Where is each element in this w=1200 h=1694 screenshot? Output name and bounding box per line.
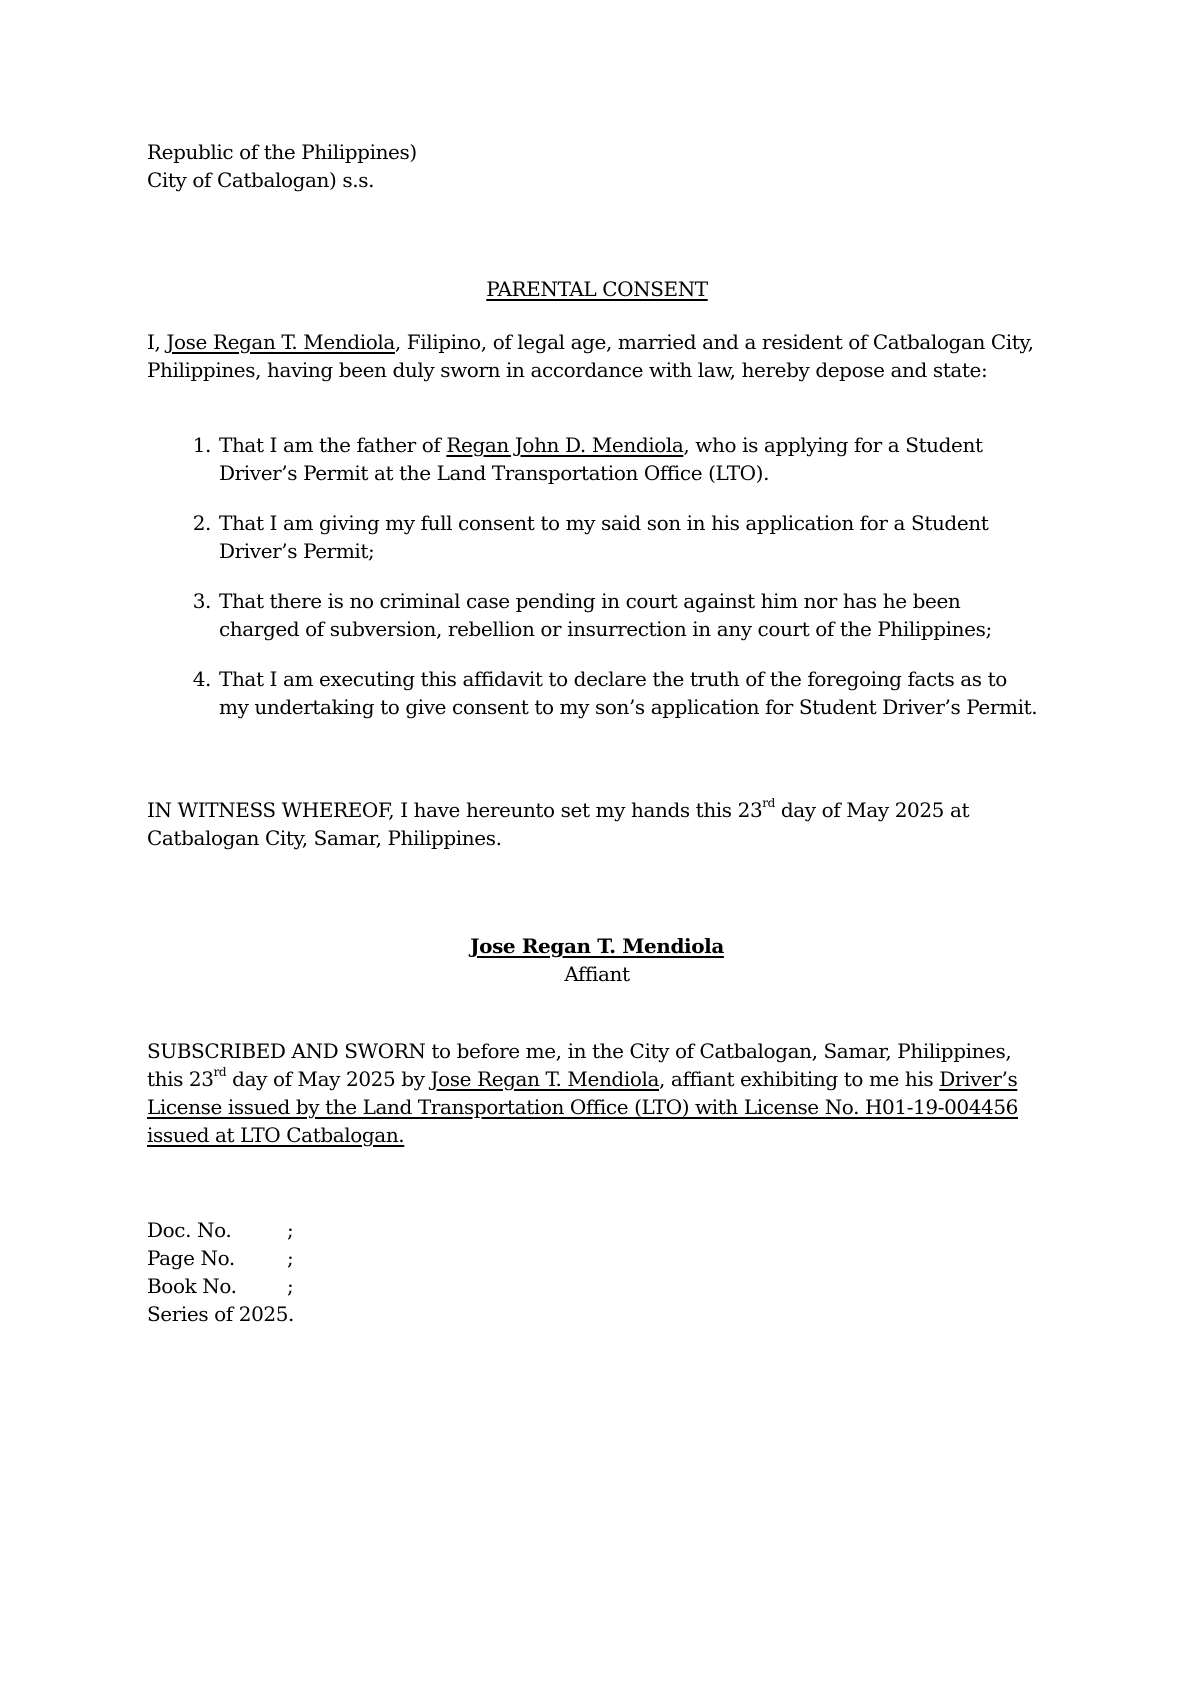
venue-line-1: Republic of the Philippines) bbox=[147, 140, 417, 164]
series-label: Series of 2025. bbox=[147, 1302, 295, 1326]
list-item-number: 1. bbox=[192, 433, 211, 457]
list-item-text: That I am giving my full consent to my said son in his application for a Student Driver’s Permit; bbox=[219, 511, 989, 563]
list-item-number: 4. bbox=[192, 667, 211, 691]
doc-no-separator: ; bbox=[287, 1218, 294, 1242]
intro-rest: , Filipino, of legal age, married and a resident of Catbalogan City, Philippines, having been duly sworn in accordance with law, hereby depose and state: bbox=[147, 330, 1034, 382]
jurat-paragraph bbox=[147, 1037, 1047, 1149]
license-details: Driver’s License issued by the Land Transportation Office (LTO) with License No. H01-19-004456 issued at LTO Catbalogan. bbox=[147, 1067, 1019, 1147]
intro-paragraph bbox=[147, 328, 1047, 384]
signatory-role: Affiant bbox=[564, 962, 630, 986]
item-text-after: , who is applying for a Student Driver’s Permit at the Land Transportation Office (LTO). bbox=[219, 433, 983, 485]
book-no-label: Book No. bbox=[147, 1274, 237, 1298]
witness-text-after: day of May 2025 at Catbalogan City, Samar, Philippines. bbox=[147, 798, 970, 850]
page-no-label: Page No. bbox=[147, 1246, 235, 1270]
series-row bbox=[147, 1300, 294, 1328]
jurat-text-1: SUBSCRIBED AND SWORN to before me, in the City of Catbalogan, Samar, Philippines, this 23 bbox=[147, 1039, 1012, 1091]
book-no-row bbox=[147, 1272, 293, 1300]
witness-text-before: IN WITNESS WHEREOF, I have hereunto set my hands this 23 bbox=[147, 798, 763, 822]
jurat-text-3: , affiant exhibiting to me his bbox=[659, 1067, 940, 1091]
item-text-before: That I am the father of bbox=[219, 433, 447, 457]
witness-paragraph bbox=[147, 796, 1047, 852]
page-no-separator: ; bbox=[287, 1246, 294, 1270]
signatory-name: Jose Regan T. Mendiola bbox=[470, 934, 724, 958]
witness-ordinal: rd bbox=[762, 796, 775, 811]
page-no-row bbox=[147, 1244, 293, 1272]
intro-prefix: I, bbox=[147, 330, 167, 354]
jurat-text-2: day of May 2025 by bbox=[226, 1067, 431, 1091]
venue-line-2: City of Catbalogan) s.s. bbox=[147, 168, 375, 192]
book-no-separator: ; bbox=[287, 1274, 294, 1298]
affiant-name: Jose Regan T. Mendiola bbox=[166, 330, 395, 354]
signature-block bbox=[147, 932, 1047, 988]
doc-no-row bbox=[147, 1216, 293, 1244]
list-item-text: That there is no criminal case pending in court against him nor has he been charged of subversion, rebellion or insurrection in any court of the Philippines; bbox=[219, 589, 992, 641]
document-title bbox=[147, 275, 1047, 303]
jurat-affiant-name: Jose Regan T. Mendiola bbox=[430, 1067, 659, 1091]
list-item-number: 2. bbox=[192, 511, 211, 535]
list-item-text: That I am executing this affidavit to declare the truth of the foregoing facts as to my undertaking to give consent to my son’s application for Student Driver’s Permit. bbox=[219, 667, 1038, 719]
list-item-number: 3. bbox=[192, 589, 211, 613]
doc-no-label: Doc. No. bbox=[147, 1218, 232, 1242]
title-text: PARENTAL CONSENT bbox=[486, 277, 708, 301]
list-item-text bbox=[219, 431, 1039, 487]
jurat-ordinal: rd bbox=[213, 1065, 227, 1080]
son-name: Regan John D. Mendiola bbox=[446, 433, 684, 457]
venue-block bbox=[147, 138, 1047, 194]
